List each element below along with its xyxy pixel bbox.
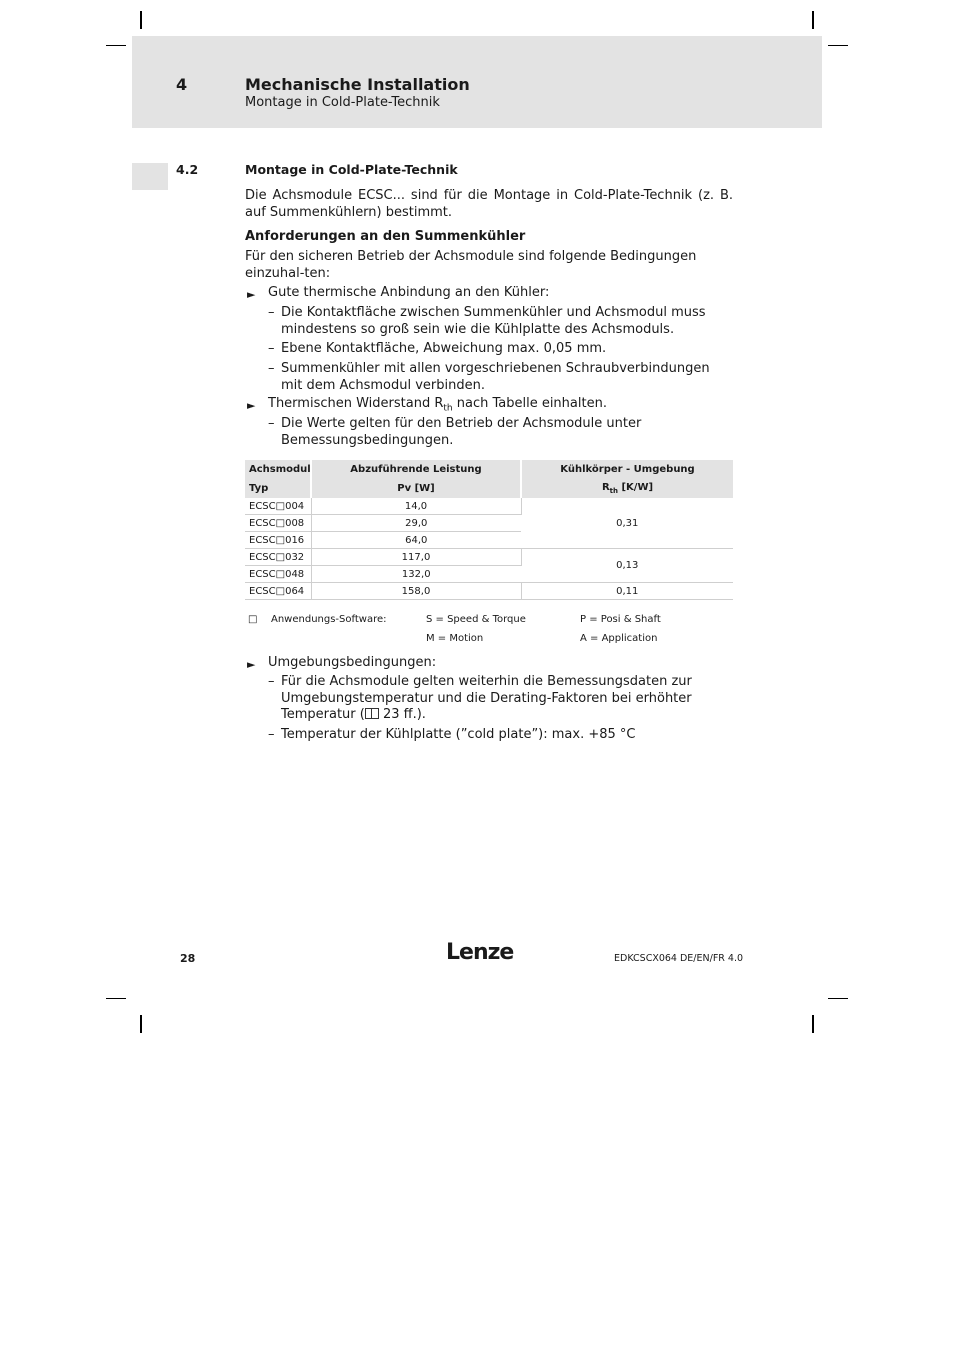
crop-mark	[106, 45, 126, 46]
table-header-cell: Achsmodul	[245, 460, 311, 479]
page-number: 28	[180, 952, 196, 965]
dash-icon: –	[268, 416, 275, 431]
table-row: ECSC□004 14,0 0,31	[245, 498, 733, 515]
table-header-cell: Kühlkörper - Umgebung	[521, 460, 733, 479]
document-code: EDKCSCX064 DE/EN/FR 4.0	[614, 953, 744, 964]
section-number: 4.2	[176, 162, 199, 177]
list-item: Für die Achsmodule gelten weiterhin die Bemessungsdaten zur Umgebungstemperatur und die Derating-Faktoren bei erhöhter Temperatur ( 23 ff.).	[281, 674, 692, 722]
table-header-cell: Pv [W]	[311, 479, 521, 498]
crop-mark	[140, 11, 142, 29]
table-row: ECSC□064 158,0 0,11	[245, 583, 733, 600]
list-item: Die Werte gelten für den Betrieb der Achsmodule unter Bemessungsbedingungen.	[281, 416, 642, 448]
legend-motion: M = Motion	[426, 633, 484, 644]
crop-mark	[812, 1015, 814, 1033]
bullet-ambient-conditions: Umgebungsbedingungen:	[268, 655, 437, 670]
list-item: Summenkühler mit allen vorgeschriebenen Schraubverbindungen mit dem Achsmodul verbinden.	[281, 361, 710, 393]
legend-speed-torque: S = Speed & Torque	[426, 614, 526, 625]
intro-paragraph: Die Achsmodule ECSC... sind für die Montage in Cold-Plate-Technik (z. B. auf Summenkühlern) bestimmt.	[245, 188, 733, 220]
crop-mark	[140, 1015, 142, 1033]
chapter-header	[132, 36, 822, 128]
dash-icon: –	[268, 361, 275, 376]
table-row: ECSC□032 117,0 0,13	[245, 549, 733, 566]
list-item: Die Kontaktfläche zwischen Summenkühler und Achsmodul muss mindestens so groß sein wie die Kühlplatte des Achsmoduls.	[281, 305, 706, 337]
table-row: ECSC□008 29,0	[245, 515, 733, 532]
dash-icon: –	[268, 727, 275, 742]
requirements-lead: Für den sicheren Betrieb der Achsmodule sind folgende Bedingungen einzuhal-ten:	[245, 249, 697, 281]
bullet-arrow-icon: ►	[247, 288, 256, 301]
requirements-heading: Anforderungen an den Summenkühler	[245, 229, 526, 244]
dash-icon: –	[268, 341, 275, 356]
thermal-resistance-table	[245, 460, 733, 600]
table-row: ECSC□048 132,0	[245, 566, 733, 583]
crop-mark	[828, 45, 848, 46]
book-icon	[365, 708, 379, 719]
table-header-cell: Abzuführende Leistung	[311, 460, 521, 479]
legend-symbol: □	[248, 614, 258, 625]
chapter-number: 4	[176, 75, 188, 94]
legend-posi-shaft: P = Posi & Shaft	[580, 614, 661, 625]
chapter-subtitle: Montage in Cold-Plate-Technik	[245, 95, 440, 110]
chapter-title: Mechanische Installation	[245, 75, 470, 94]
table-row: ECSC□016 64,0	[245, 532, 733, 549]
list-item: Ebene Kontaktfläche, Abweichung max. 0,05 mm.	[281, 341, 607, 356]
table-header-cell: $R_{th}$ [K/W]	[521, 479, 733, 498]
crop-mark	[812, 11, 814, 29]
lenze-logo: Lenze	[446, 940, 514, 965]
section-title: Montage in Cold-Plate-Technik	[245, 162, 458, 177]
dash-icon: –	[268, 305, 275, 320]
list-item: Temperatur der Kühlplatte (”cold plate”): max. +85 °C	[281, 727, 636, 742]
legend-label: Anwendungs-Software:	[271, 614, 387, 625]
legend-application: A = Application	[580, 633, 658, 644]
bullet-arrow-icon: ►	[247, 399, 256, 412]
dash-icon: –	[268, 674, 275, 689]
crop-mark	[828, 998, 848, 999]
crop-mark	[106, 998, 126, 999]
table-header-cell: Typ	[245, 479, 311, 498]
section-marker	[132, 163, 168, 190]
bullet-thermal-connection: Gute thermische Anbindung an den Kühler:	[268, 285, 550, 300]
bullet-arrow-icon: ►	[247, 658, 256, 671]
bullet-thermal-resistance: Thermischen Widerstand $R_{th}$ nach Tabelle einhalten.	[268, 396, 607, 414]
